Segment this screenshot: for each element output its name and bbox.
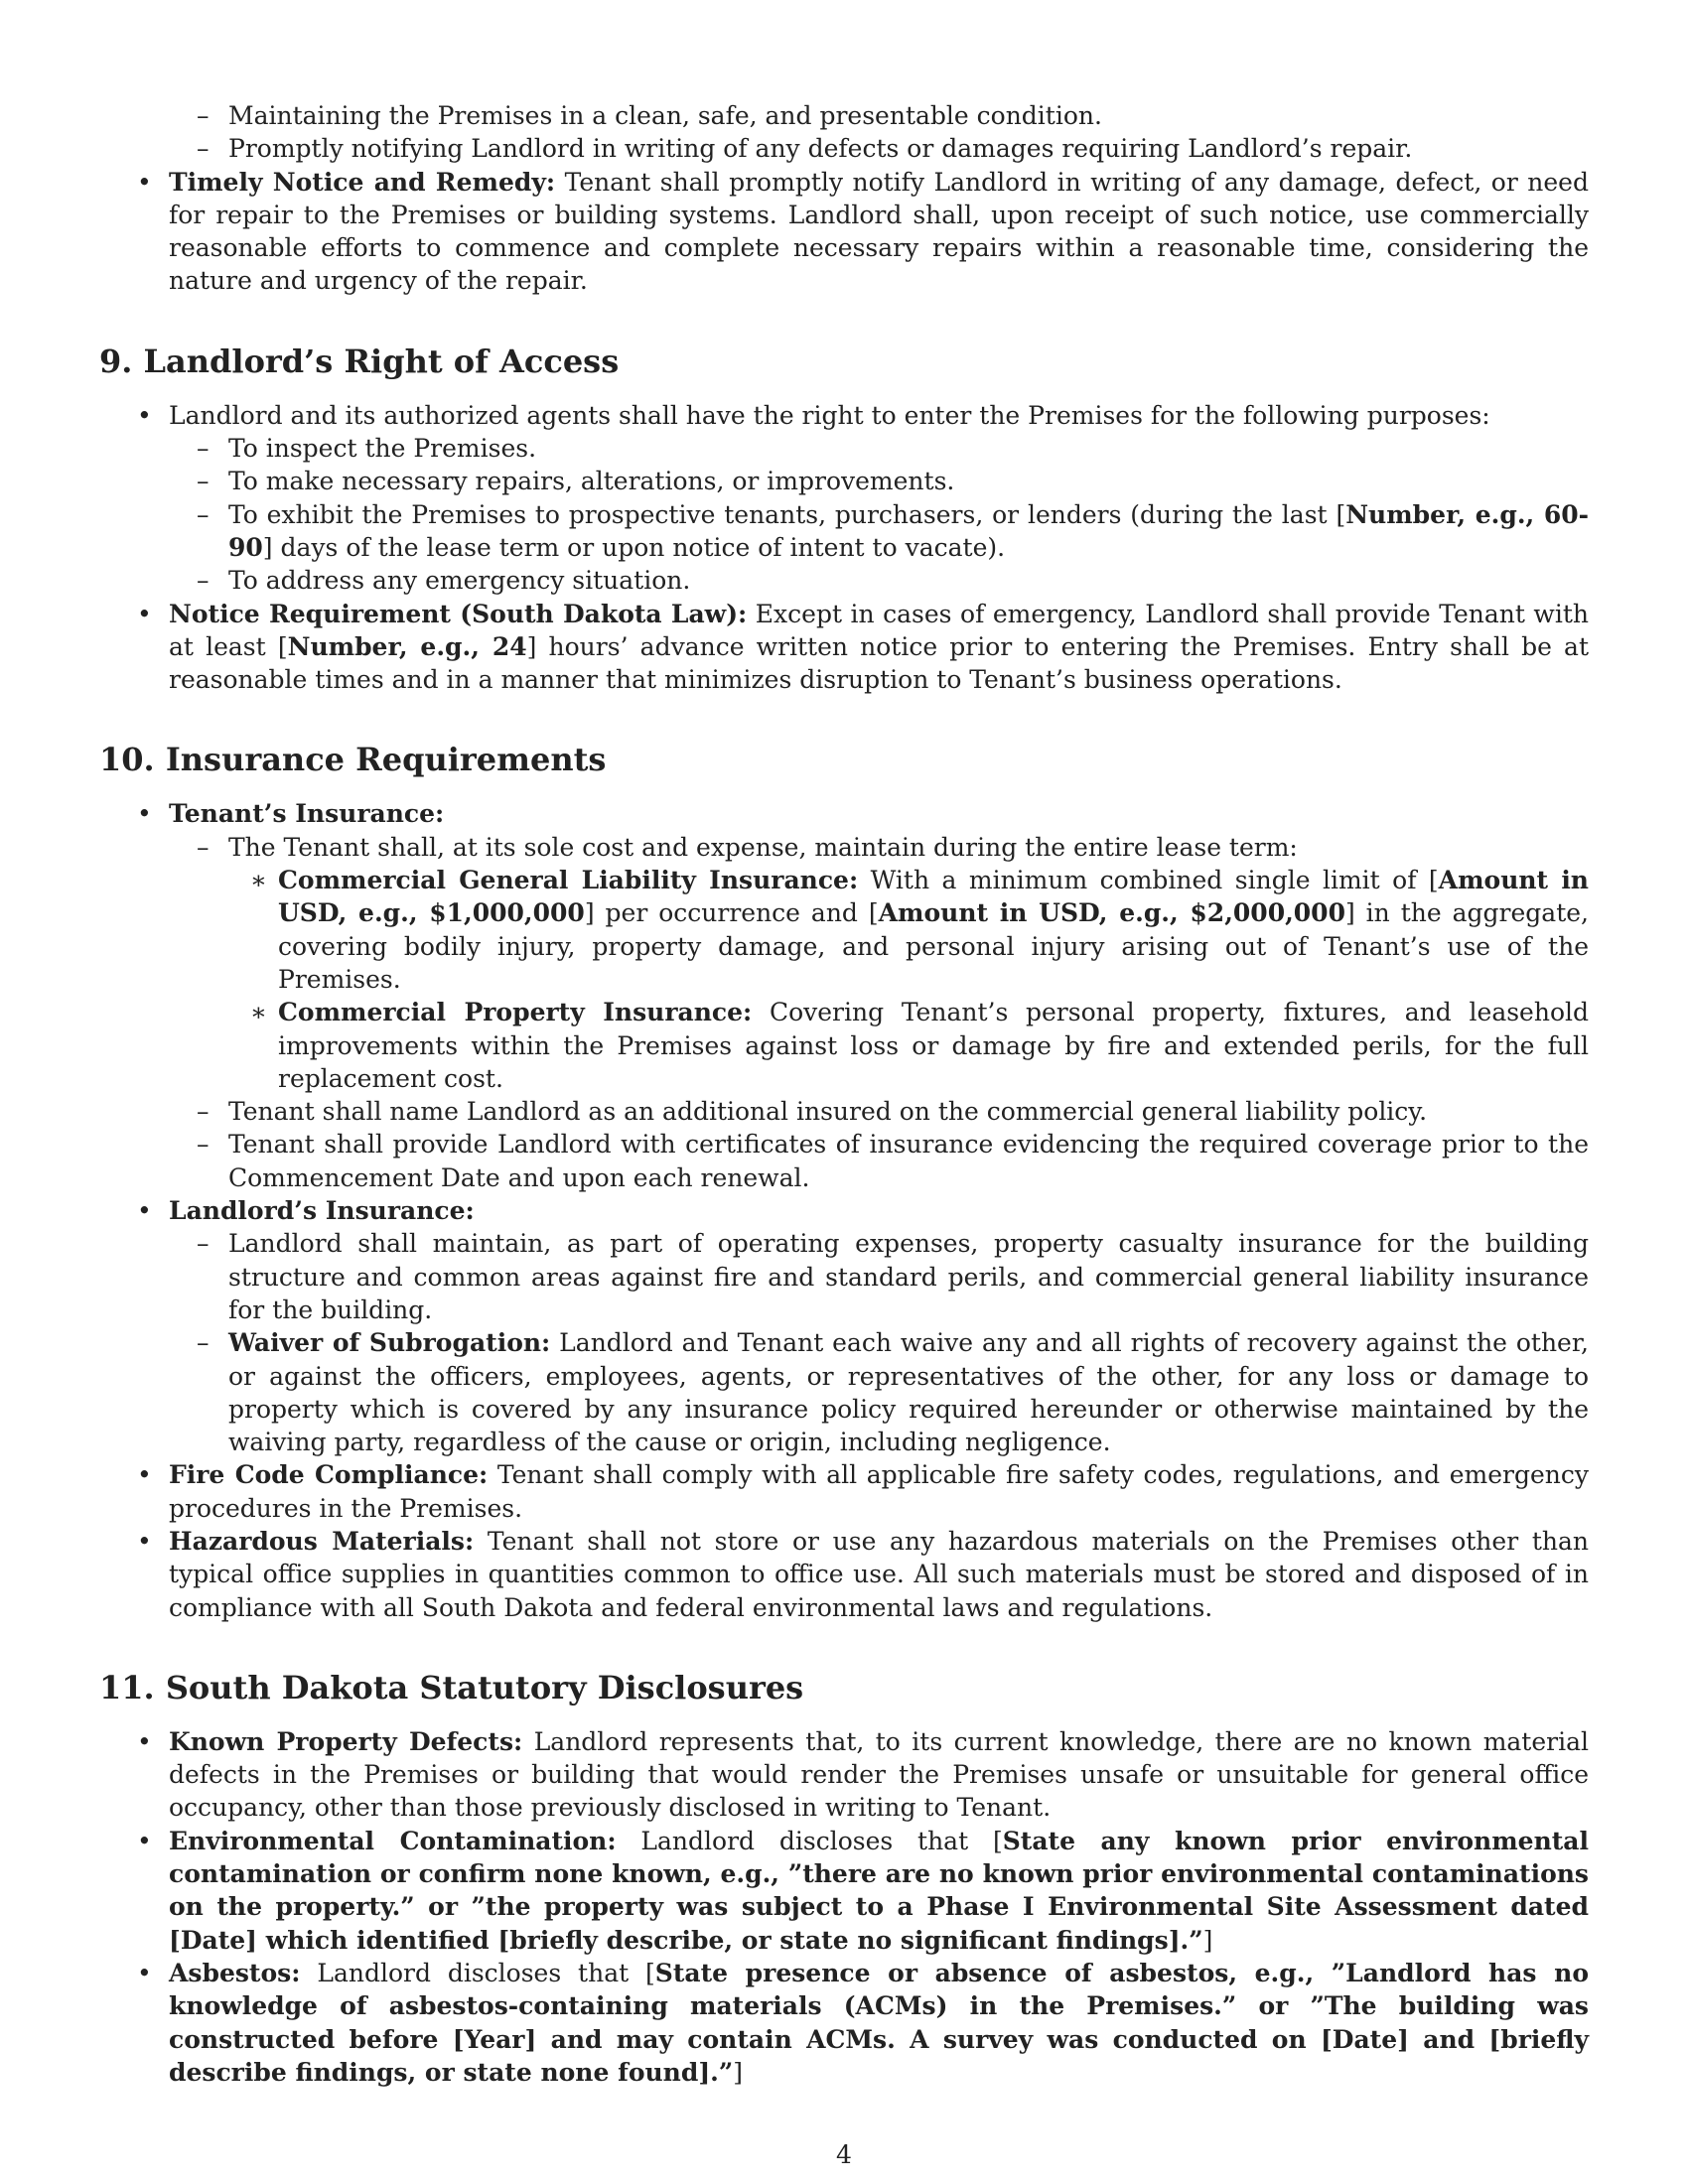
dash-marker: – <box>197 101 210 130</box>
list-item: ∗ Commercial Property Insurance: Covering Tenant’s personal property, fixtures, and leasehold improvements within the Premises against loss or damage by fire and extended perils, for the full replacement cost. <box>250 998 1589 1093</box>
list-item: • Asbestos: Landlord discloses that [State presence or absence of asbestos, e.g., ”Landlord has no knowledge of asbestos-containing materials (ACMs) in the Premises.” or ”The building was constructed before [Year] and may contain ACMs. A survey was conducted on [Date] and [briefly describe findings, or state none found].”] <box>137 1958 1589 2087</box>
dash-marker: – <box>197 566 210 596</box>
list-item: – To inspect the Premises. <box>99 432 1589 465</box>
dash-marker: – <box>197 1130 210 1160</box>
section-9-list <box>99 399 1589 697</box>
section-11-list <box>99 1725 1589 2089</box>
list-item: – Landlord shall maintain, as part of operating expenses, property casualty insurance for the building structure and common areas against fire and standard perils, and commercial general liability insurance for the building. <box>197 1229 1589 1324</box>
list-item-timely-notice: • Timely Notice and Remedy: Tenant shall promptly notify Landlord in writing of any damage, defect, or need for repair to the Premises or building systems. Landlord shall, upon receipt of such notice, use commercially reasonable efforts to commence and complete necessary repairs within a reasonable time, considering the nature and urgency of the repair. <box>137 167 1589 296</box>
list-item: • Hazardous Materials: Tenant shall not store or use any hazardous materials on the Premises other than typical office supplies in quantities common to office use. All such materials must be stored and disposed of in compliance with all South Dakota and federal environmental laws and regulations. <box>137 1526 1589 1622</box>
dash-marker: – <box>197 832 210 862</box>
list-item: • Known Property Defects: Landlord represents that, to its current knowledge, there are no known material defects in the Premises or building that would render the Premises unsafe or unsuitable for general office occupancy, other than those previously disclosed in writing to Tenant. <box>137 1726 1589 1823</box>
section-11-heading: 11. South Dakota Statutory Disclosures <box>99 1668 804 1706</box>
section-10-list <box>99 797 1589 1623</box>
list-item-notice-requirement: • Notice Requirement (South Dakota Law): Except in cases of emergency, Landlord shall provide Tenant with at least [Number, e.g., 24] hours’ advance written notice prior to entering the Premises. Entry shall be at reasonable times and in a manner that minimizes disruption to Tenant’s business operations. <box>137 599 1589 695</box>
dash-marker: – <box>197 1229 210 1259</box>
bullet-marker: • <box>137 1196 152 1226</box>
bullet-marker: • <box>137 1726 152 1756</box>
list-item: – To make necessary repairs, alterations, or improvements. <box>99 465 1589 497</box>
list-item: ∗ Commercial General Liability Insurance: With a minimum combined single limit of [Amount in USD, e.g., $1,000,000] per occurrence and [Amount in USD, e.g., $2,000,000] in the aggregate, covering bodily injury, property damage, and personal injury arising out of Tenant’s use of the Premises. <box>250 866 1589 994</box>
bullet-marker: • <box>137 400 152 430</box>
page-number: 4 <box>836 2140 852 2169</box>
bullet-marker: • <box>137 1826 152 1855</box>
asterisk-marker: ∗ <box>250 866 267 895</box>
list-item: – Promptly notifying Landlord in writing of any defects or damages requiring Landlord’s repair. <box>99 132 1589 165</box>
list-item: – The Tenant shall, at its sole cost and expense, maintain during the entire lease term: <box>99 831 1589 864</box>
list-item: • Landlord’s Insurance: <box>99 1194 1589 1227</box>
dash-marker: – <box>197 499 210 529</box>
dash-marker: – <box>197 467 210 496</box>
list-item: • Tenant’s Insurance: <box>99 797 1589 830</box>
dash-marker: – <box>197 134 210 164</box>
dash-marker: – <box>197 1097 210 1127</box>
bullet-marker: • <box>137 599 152 628</box>
list-item: – Maintaining the Premises in a clean, safe, and presentable condition. <box>99 99 1589 132</box>
page-content <box>99 99 1589 2089</box>
list-item: – To exhibit the Premises to prospective tenants, purchasers, or lenders (during the last [Number, e.g., 60-90] days of the lease term or upon notice of intent to vacate). <box>197 499 1589 562</box>
list-item: – Waiver of Subrogation: Landlord and Tenant each waive any and all rights of recovery against the other, or against the officers, employees, agents, or representatives of the other, for any loss or damage to property which is covered by any insurance policy required hereunder or otherwise maintained by the waiving party, regardless of the cause or origin, including negligence. <box>197 1328 1589 1457</box>
section-10-heading: 10. Insurance Requirements <box>99 741 607 779</box>
bullet-marker: • <box>137 1460 152 1490</box>
list-item: – Tenant shall provide Landlord with certificates of insurance evidencing the required coverage prior to the Commencement Date and upon each renewal. <box>197 1130 1589 1192</box>
bullet-marker: • <box>137 1958 152 1987</box>
list-item: • Landlord and its authorized agents shall have the right to enter the Premises for the following purposes: <box>99 399 1589 432</box>
list-item: • Fire Code Compliance: Tenant shall comply with all applicable fire safety codes, regulations, and emergency procedures in the Premises. <box>137 1460 1589 1523</box>
bullet-marker: • <box>137 167 152 197</box>
bullet-marker: • <box>137 799 152 829</box>
bullet-marker: • <box>137 1526 152 1556</box>
section-9-heading: 9. Landlord’s Right of Access <box>99 341 620 380</box>
asterisk-marker: ∗ <box>250 998 267 1027</box>
list-item: – To address any emergency situation. <box>99 564 1589 597</box>
dash-marker: – <box>197 434 210 464</box>
top-list <box>99 99 1589 298</box>
list-item: – Tenant shall name Landlord as an additional insured on the commercial general liability policy. <box>99 1095 1589 1128</box>
dash-marker: – <box>197 1328 210 1358</box>
list-item: • Environmental Contamination: Landlord discloses that [State any known prior environmental contamination or confirm none known, e.g., ”there are no known prior environmental contaminations on the property.” or ”the property was subject to a Phase I Environmental Site Assessment dated [Date] which identified [briefly describe, or state no significant findings].”] <box>137 1826 1589 1955</box>
